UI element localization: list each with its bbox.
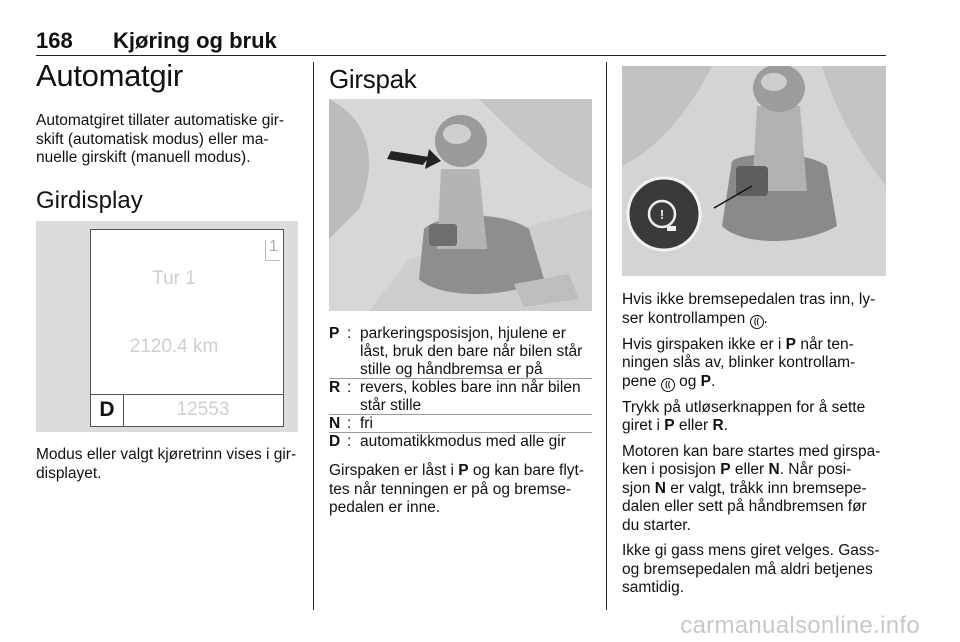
chapter-title: Kjøring og bruk: [113, 28, 277, 53]
section-title-girspak: Girspak: [329, 64, 417, 94]
definition-colon: :: [347, 433, 352, 450]
definition-key: D: [329, 433, 341, 450]
display-divider-h: [91, 394, 283, 395]
brake-warning-icon: ((: [661, 378, 675, 392]
definition-colon: :: [347, 325, 352, 342]
para-brake-lamp: Hvis ikke bremsepedalen tras inn, ly- ser kontrollampen (( .: [622, 291, 876, 327]
gear-display-illustration: [36, 221, 298, 432]
display-screen: [90, 229, 284, 427]
para-engine-start: Motoren kan bare startes med girspa- ken i posisjon P eller N. Når posi- sjon N er valgt, tråkk inn bremsepe- dalen eller sett på håndbremsen før du starter.: [622, 442, 881, 534]
right-column-text: [622, 291, 892, 598]
para-no-gas: Ikke gi gass mens giret velges. Gass- og bremsepedalen må aldri betjenes samtidig.: [622, 542, 880, 596]
caption-line-2: displayet.: [36, 464, 102, 482]
column-divider-1: [313, 62, 314, 610]
gear-lever-drawing: [329, 99, 592, 311]
definition-text: fri: [360, 415, 373, 432]
intro-line-2: skift (automatisk modus) eller ma-: [36, 130, 269, 148]
svg-text:!: !: [659, 207, 665, 222]
definition-key: R: [329, 379, 341, 396]
definition-text: [360, 325, 622, 379]
display-trip-label: Tur 1: [152, 268, 196, 289]
header-rule: [36, 55, 886, 56]
def-line: parkeringsposisjon, hjulene er: [360, 325, 566, 342]
definition-text: automatikkmodus med alle gir: [360, 433, 566, 450]
para-ignition-off: Hvis girspaken ikke er i P når ten- ningen slås av, blinker kontrollam- pene (( og P.: [622, 335, 856, 390]
definition-p: [329, 325, 592, 381]
girspak-lock-text: [329, 462, 604, 518]
caption-line-1: Modus eller valgt kjøretrinn vises i gir-: [36, 446, 297, 463]
subsection-title-girdisplay: Girdisplay: [36, 187, 143, 214]
def-line: låst, bruk den bare når bilen står: [360, 343, 583, 360]
para-release-button: Trykk på utløserknappen for å sette giret i P eller R.: [622, 398, 866, 434]
intro-line-3: nuelle girskift (manuell modus).: [36, 149, 251, 166]
display-odometer: 12553: [176, 399, 230, 420]
display-corner-icon: 1: [265, 240, 280, 261]
lock-line-1: Girspaken er låst i P og kan bare flyt-: [329, 462, 585, 479]
watermark: carmanualsonline.info: [680, 612, 920, 639]
display-divider-v: [123, 394, 124, 426]
display-distance: 2120.4 km: [129, 336, 219, 357]
definition-n: [329, 415, 592, 433]
definition-colon: :: [347, 379, 352, 396]
definition-colon: :: [347, 415, 352, 432]
def-line: står stille: [360, 397, 422, 414]
intro-line-1: Automatgiret tillater automatiske gir-: [36, 112, 285, 129]
brake-warning-icon: ((: [750, 315, 764, 329]
display-gear-indicator: D: [99, 398, 115, 421]
release-button-photo: [622, 66, 886, 276]
page-number: 168: [36, 28, 73, 53]
lock-line-3: pedalen er inne.: [329, 499, 441, 516]
def-line: stille og håndbremsa er på: [360, 361, 543, 378]
definition-r: [329, 379, 592, 417]
definition-d: [329, 433, 592, 451]
section-title-automatgir: Automatgir: [36, 58, 183, 93]
definition-text: [360, 379, 622, 415]
def-line: revers, kobles bare inn når bilen: [360, 379, 581, 396]
gear-lever-photo: [329, 99, 592, 311]
girdisplay-caption: [36, 446, 311, 483]
release-button-drawing: [622, 66, 886, 276]
automatgir-intro: [36, 112, 306, 168]
definition-key: P: [329, 325, 340, 342]
lock-line-2: tes når tenningen er på og bremse-: [329, 480, 572, 498]
definition-key: N: [329, 415, 341, 432]
